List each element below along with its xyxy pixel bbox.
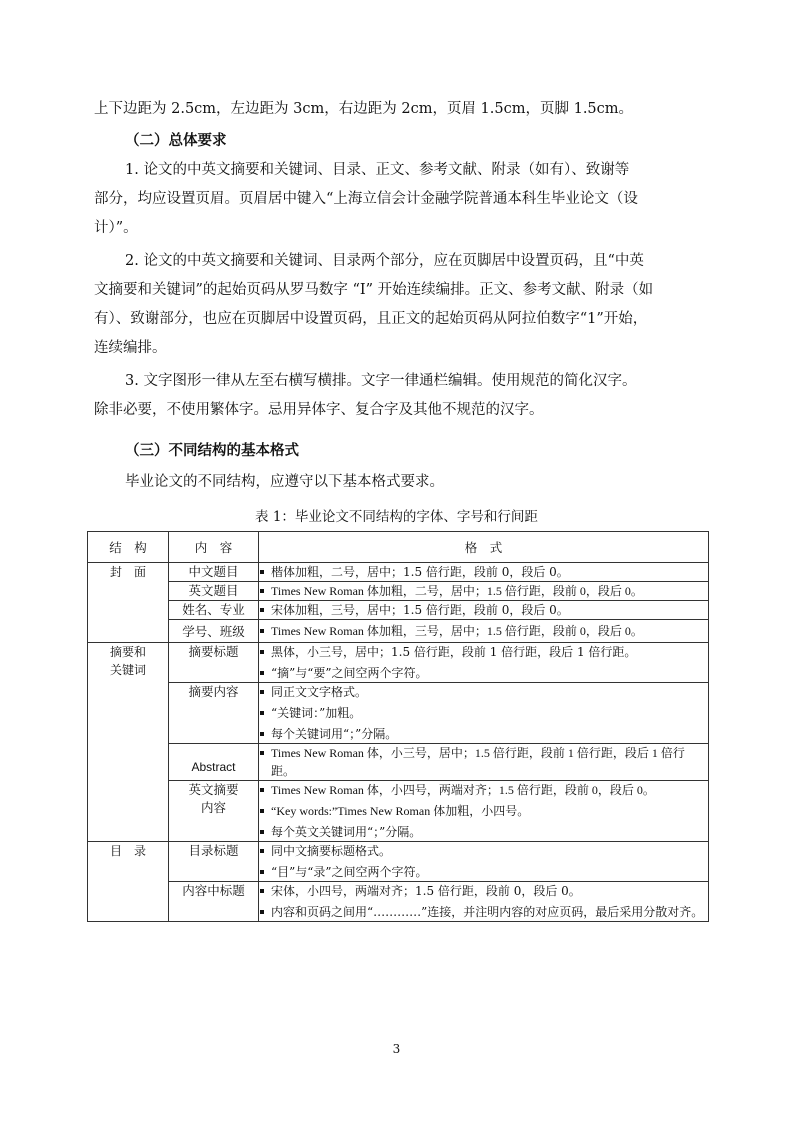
table-header-row <box>88 532 709 563</box>
format-cell <box>259 842 709 882</box>
table-row <box>88 882 709 922</box>
format-item: 宋体加粗，三号，居中；1.5 倍行距，段前 0，段后 0。 <box>259 601 708 619</box>
format-item: 每个关键词用“；”分隔。 <box>259 725 708 743</box>
content-cell: 目录标题 <box>169 842 259 882</box>
table-row <box>88 842 709 882</box>
format-item: “摘”与“要”之间空两个字符。 <box>259 664 708 682</box>
table-row <box>88 643 709 683</box>
table-row <box>88 563 709 582</box>
content-cell: 摘要标题 <box>169 643 259 683</box>
group-abstract-label: 摘要和关键词 <box>109 645 146 677</box>
content-cell: 内容中标题 <box>169 882 259 922</box>
paragraph-1-line-3: 计）”。 <box>94 220 138 236</box>
format-item: “关键词：”加粗。 <box>259 704 708 722</box>
content-cell-label: 英文摘要内容 <box>188 782 239 815</box>
format-cell <box>259 601 709 620</box>
format-item: Times New Roman 体，小三号，居中；1.5 倍行距，段前 1 倍行距，段后 1 倍行距。 <box>259 744 708 780</box>
format-cell <box>259 882 709 922</box>
format-item: 每个英文关键词用“；”分隔。 <box>259 823 708 841</box>
format-item: 内容和页码之间用“…………”连接，并注明内容的对应页码，最后采用分散对齐。 <box>259 903 708 921</box>
format-item: 同正文文字格式。 <box>259 683 708 701</box>
content-cell: 摘要内容 <box>169 683 259 744</box>
format-item: 楷体加粗，二号，居中；1.5 倍行距，段前 0，段后 0。 <box>259 563 708 581</box>
section-heading-structures: （三）不同结构的基本格式 <box>125 443 299 459</box>
section-heading-general: （二）总体要求 <box>125 133 227 149</box>
group-cover: 封 面 <box>88 563 169 643</box>
content-cell: 中文题目 <box>169 563 259 582</box>
format-item: Times New Roman 体加粗，三号，居中；1.5 倍行距，段前 0，段后 0。 <box>259 622 708 640</box>
header-content: 内 容 <box>169 532 259 563</box>
paragraph-2-line-2: 文摘要和关键词”的起始页码从罗马数字 “I” 开始连续编排。正文、参考文献、附录（如 <box>94 282 654 298</box>
paragraph-2-line-3: 有）、致谢部分，也应在页脚居中设置页码，且正文的起始页码从阿拉伯数字“1”开始， <box>94 311 648 327</box>
paragraph-2-line-4: 连续编排。 <box>94 340 167 356</box>
table-row <box>88 781 709 842</box>
table-caption: 表 1：毕业论文不同结构的字体、字号和行间距 <box>255 509 538 525</box>
format-item: 宋体，小四号，两端对齐；1.5 倍行距，段前 0，段后 0。 <box>259 882 708 900</box>
paragraph-1-line-2: 部分，均应设置页眉。页眉居中键入“上海立信会计金融学院普通本科生毕业论文（设 <box>94 191 638 207</box>
format-table <box>87 531 709 922</box>
page-number: 3 <box>392 1042 401 1056</box>
margin-spec-paragraph: 上下边距为 2.5cm，左边距为 3cm，右边距为 2cm，页眉 1.5cm，页脚 1.5cm。 <box>94 101 634 117</box>
content-cell: 姓名、专业 <box>169 601 259 620</box>
table-row <box>88 582 709 601</box>
format-cell <box>259 582 709 601</box>
format-cell <box>259 781 709 842</box>
format-cell <box>259 683 709 744</box>
table-row <box>88 620 709 643</box>
group-toc: 目 录 <box>88 842 169 922</box>
content-cell <box>169 744 259 781</box>
content-cell-label: Abstract <box>191 760 236 774</box>
format-cell <box>259 643 709 683</box>
format-item: Times New Roman 体加粗，二号，居中；1.5 倍行距，段前 0，段后 0。 <box>259 582 708 600</box>
group-abstract <box>88 643 169 842</box>
paragraph-3-line-1: 3. 文字图形一律从左至右横写横排。文字一律通栏编辑。使用规范的简化汉字。 <box>125 373 637 389</box>
content-cell: 英文题目 <box>169 582 259 601</box>
format-item: “目”与“录”之间空两个字符。 <box>259 863 708 881</box>
table-row <box>88 744 709 781</box>
format-item: “Key words:”Times New Roman 体加粗，小四号。 <box>259 802 708 820</box>
paragraph-3-line-2: 除非必要，不使用繁体字。忌用异体字、复合字及其他不规范的汉字。 <box>94 402 544 418</box>
header-structure: 结 构 <box>88 532 169 563</box>
content-cell: 学号、班级 <box>169 620 259 643</box>
table-row <box>88 601 709 620</box>
format-item: 黑体，小三号，居中；1.5 倍行距，段前 1 倍行距，段后 1 倍行距。 <box>259 643 708 661</box>
format-cell <box>259 563 709 582</box>
paragraph-1-line-1: 1. 论文的中英文摘要和关键词、目录、正文、参考文献、附录（如有）、致谢等 <box>125 162 630 178</box>
format-cell <box>259 620 709 643</box>
paragraph-2-line-1: 2. 论文的中英文摘要和关键词、目录两个部分，应在页脚居中设置页码，且“中英 <box>125 253 644 269</box>
format-cell <box>259 744 709 781</box>
content-cell <box>169 781 259 842</box>
format-item: Times New Roman 体，小四号，两端对齐；1.5 倍行距，段前 0，段后 0。 <box>259 781 708 799</box>
header-format: 格 式 <box>259 532 709 563</box>
format-item: 同中文摘要标题格式。 <box>259 842 708 860</box>
paragraph-4: 毕业论文的不同结构，应遵守以下基本格式要求。 <box>125 474 444 490</box>
table-row <box>88 683 709 744</box>
